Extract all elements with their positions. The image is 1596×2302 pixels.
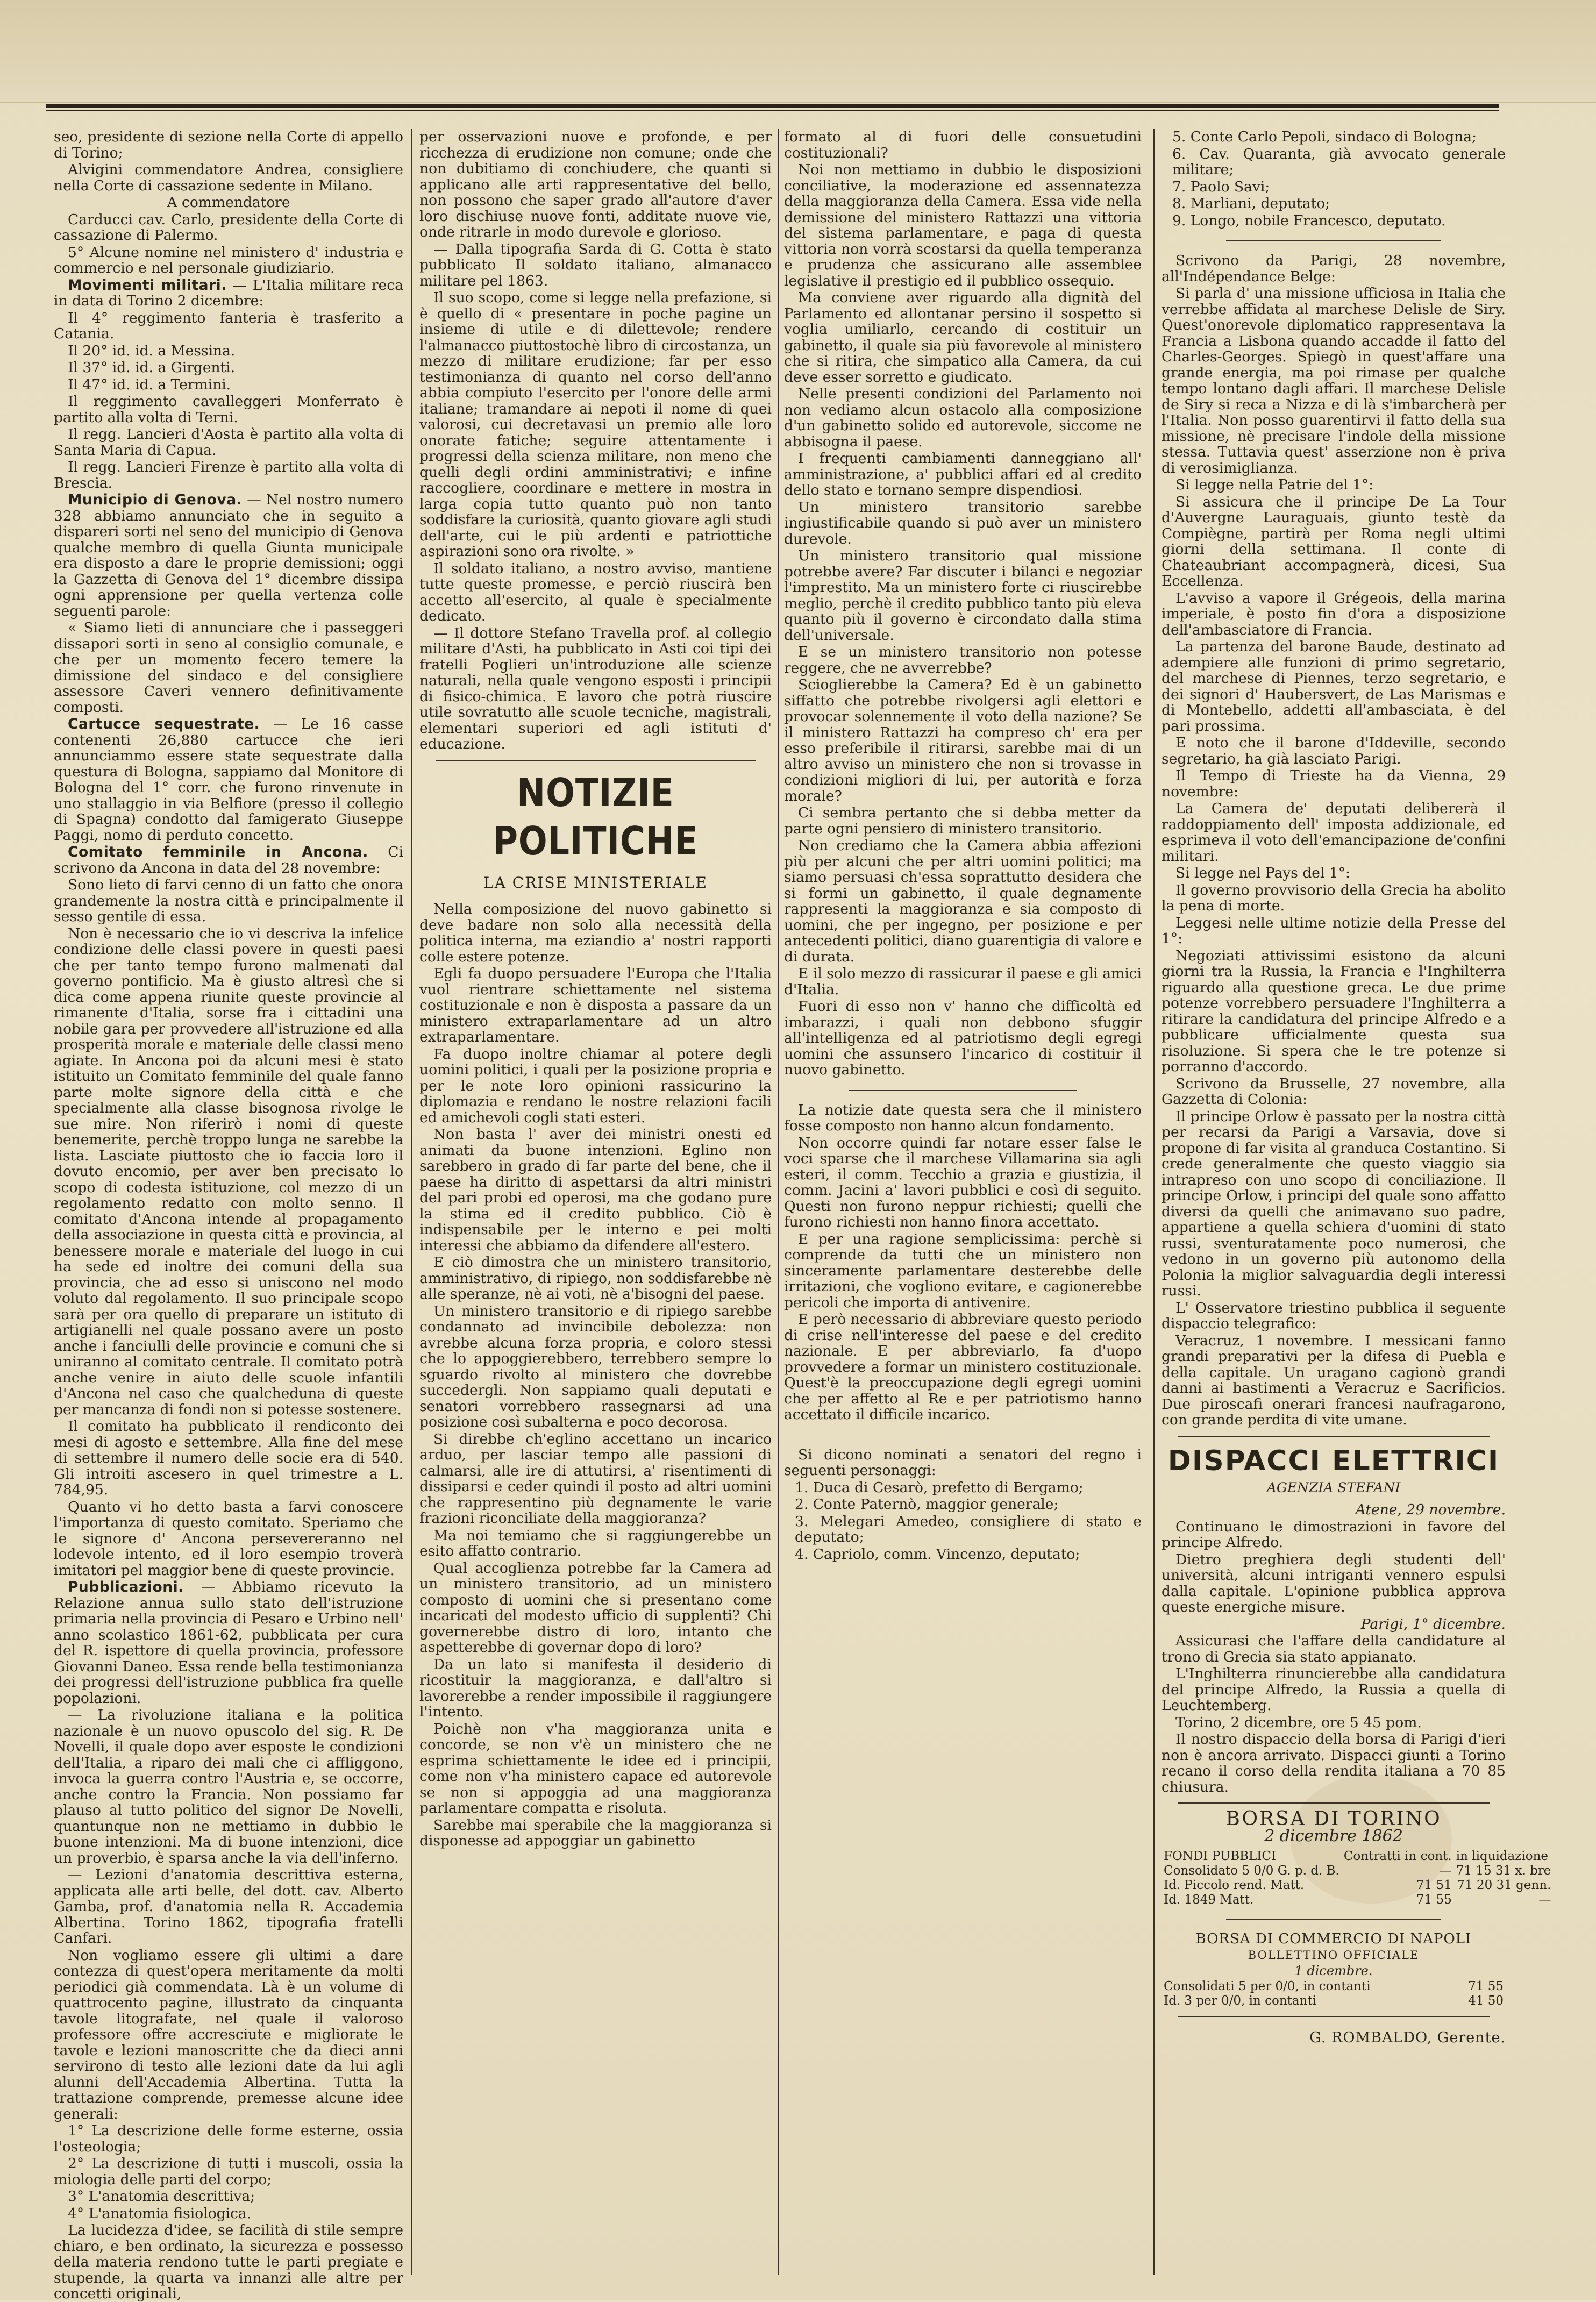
- list-item: 6. Cav. Quaranta, già avvocato generale militare;: [1172, 145, 1506, 178]
- column-2-notices: [419, 129, 772, 752]
- paragraph-text: Ci sembra pertanto che si debba metter da parte ogni pensiero di ministero transitorio.: [784, 804, 1142, 837]
- paragraph: [784, 548, 1142, 643]
- paragraph-text: Carducci cav. Carlo, presidente della Corte di cassazione di Palermo.: [54, 211, 403, 244]
- paragraph-text: Non crediamo che la Camera abbia affezioni più per alcuni che per altri uomini politici; ma siamo persuasi ch'essa soprattutto desidera che si formi un gabinetto, il quale degnamente rappresenti la maggioranza e sia composto di uomini, che per ingegno, per posizione e per antecedenti politici, diano guarentigia di valore e di durata.: [784, 837, 1142, 965]
- paragraph-text: Il 4° reggimento fanteria è trasferito a Catania.: [54, 309, 403, 342]
- paragraph: [54, 245, 403, 276]
- paragraph: [54, 1867, 403, 1947]
- paragraph-text: Non basta l' aver dei ministri onesti ed animati da buone intenzioni. Eglino non sarebbero in grado di far parte del bene, che il paese ha diritto di aspettarsi da altri ministri del pari probi ed operosi, ma che godano pure la stima ed il credito pubblico. Ciò è indispensabile per le interno e pei molti interessi che abbiamo da difendere all'estero.: [419, 1126, 772, 1254]
- senators-intro: Si dicono nominati a senatori del regno i seguenti personaggi:: [784, 1446, 1142, 1479]
- paragraph-text: La Camera de' deputati delibererà il raddoppiamento dell' imposta addizionale, ed esprimeva il voto dell'emancipazione de'confini militari.: [1162, 800, 1506, 865]
- napoli-title: BORSA DI COMMERCIO DI NAPOLI: [1195, 1931, 1472, 1947]
- paragraph-text: E se un ministero transitorio non potesse reggere, che ne avverrebbe?: [784, 644, 1142, 676]
- paragraph: [784, 1231, 1142, 1311]
- borsa-cell: 71 51: [1416, 1878, 1452, 1892]
- section-divider: [1178, 1436, 1490, 1437]
- paragraph: [54, 1499, 403, 1579]
- paragraph-text: Leggesi nelle ultime notizie della Presse del 1°:: [1162, 914, 1506, 947]
- paragraph: [54, 129, 403, 161]
- borsa-cell: 71 55: [1416, 1893, 1452, 1907]
- section-divider: [436, 760, 756, 761]
- paragraph: [1162, 286, 1506, 476]
- napoli-cell: 41 50: [1468, 1993, 1504, 2008]
- paragraph: [419, 625, 772, 752]
- paragraph-text: Il Tempo di Trieste ha da Vienna, 29 novembre:: [1162, 767, 1506, 800]
- paragraph-text: Il 37° id. id. a Girgenti.: [68, 359, 236, 376]
- paragraph-text: Negoziati attivissimi esistono da alcuni giorni tra la Russia, la Francia e l'Inghilterra riguardo alla questione greca. Le due prime potenze vorrebbero persuadere l'Inghilterra a ritirare la candidatura del principe Alfredo e a pubblicare ufficialmente questa sua risoluzione. Si spera che le tre potenze si porranno d'accordo.: [1162, 947, 1506, 1075]
- paragraph-text: 5° Alcune nomine nel ministero d' industria e commercio e nel personale giudiziario.: [54, 244, 403, 276]
- paragraph: [784, 1135, 1142, 1230]
- column-1-paragraphs: [54, 129, 403, 2302]
- paragraph: [1162, 768, 1506, 800]
- paragraph-text: Dietro preghiera degli studenti dell' università, alcuni intriganti vennero espulsi dalla capitale. L'opinione pubblica approva queste energiche misure.: [1162, 1551, 1506, 1615]
- paragraph-text: — Il dottore Stefano Travella prof. al collegio militare d'Asti, ha pubblicato in Asti coi tipi dei fratelli Poglieri un'introduzione alle scienze naturali, nella quale vengono esposti i principii di fisico-chimica. E lavoro che potrà riuscire utile sovratutto alle scuole tecniche, magistrali, elementari superiori ed agli istituti d' educazione.: [419, 624, 772, 752]
- paragraph-text: Alvigini commendatore Andrea, consigliere nella Corte di cassazione sedente in Milano.: [54, 161, 403, 194]
- paragraph-text: — L'Italia militare reca in data di Torino 2 dicembre:: [54, 276, 403, 309]
- borsa-cell: 71 20 31 genn.: [1457, 1878, 1551, 1892]
- gerente-signature: G. ROMBALDO, Gerente.: [1309, 2029, 1506, 2046]
- paragraph-text: E noto che il barone d'Iddeville, secondo segretario, ha già lasciato Parigi.: [1162, 735, 1506, 767]
- page-fold: [0, 0, 1596, 103]
- paragraph: [419, 1818, 772, 1849]
- paragraph-text: Scrivono da Brusselle, 27 novembre, alla Gazzetta di Colonia:: [1162, 1075, 1506, 1108]
- napoli-subtitle: BOLLETTINO OFFICIALE: [1248, 1948, 1420, 1962]
- paragraph: [419, 241, 772, 289]
- paragraph: [1162, 865, 1506, 881]
- header-rule: [46, 104, 1499, 108]
- paragraph-text: Si parla d' una missione ufficiosa in Italia che verrebbe affidata al marchese Delisle de Siry. Quest'onorevole diplomatico rappresentava la Francia a Lisbona quando accadde il fatto del Charles-Georges. Spiegò in quest'affare una grande energia, ma poi rimase per qualche tempo lontano dagli affari. Il marchese Delisle de Siry si reca a Nizza e di là s'imbarcherà per l'Italia. Non posso guarentirvi il fatto della sua missione, nè precisare l'indole della missione stessa. Tuttavia quest' asserzione non è priva di verosimiglianza.: [1162, 285, 1506, 476]
- napoli-cell: 71 55: [1468, 1979, 1504, 1993]
- paragraph: [54, 1948, 403, 2122]
- paragraph: [1162, 1333, 1506, 1428]
- paragraph-text: — Dalla tipografia Sarda di G. Cotta è stato pubblicato Il soldato italiano, almanacco militare pel 1863.: [419, 240, 772, 289]
- paragraph-text: E per una ragione semplicissima: perchè si comprende da tutti che un ministero non sinceramente parlamentare desterebbe delle irritazioni, che vogliono evitare, e cagionerebbe pericoli che importa di antivenire.: [784, 1230, 1142, 1311]
- paragraph: [1162, 477, 1506, 493]
- list-item: 3. Melegari Amedeo, consigliere di stato e deputato;: [795, 1513, 1142, 1545]
- borsa-cell: Id. Piccolo rend. Matt.: [1164, 1878, 1305, 1892]
- column-3: [784, 129, 1142, 2275]
- paragraph: [54, 2189, 403, 2205]
- paragraph: [54, 844, 403, 876]
- paragraph-text: — Abbiamo ricevuto la Relazione annua sullo stato dell'istruzione primaria nella provincia di Pesaro e Urbino nell' anno scolastico 1861-62, pubblicata per cura del R. ispettore di quella provincia, professore Giovanni Daneo. Essa rende bella testimonianza dei progressi dell'istruzione pubblica fra quelle popolazioni.: [54, 1579, 403, 1707]
- napoli-cell: Id. 3 per 0/0, in contanti: [1164, 1993, 1317, 2008]
- paragraph-text: Non è necessario che io vi descriva la infelice condizione delle classi povere in questi paesi che per tanto tempo furono malmenati dal governo pontificio. Ma è giusto altresì che si dica come appena riunite queste provincie al rimanente d'Italia, sorse fra i cittadini una nobile gara per provvedere all'istruzione ed alla prosperità morale e materiale delle classi meno agiate. In Ancona poi da alcuni mesi è stato istituito un Comitato femminile del quale fanno parte molte signore della città e che specialmente alla classe bisognosa rivolge le sue mire. Non riferirò i nomi di queste benemerite, perchè troppo lunga ne sarebbe la lista. Lasciate piuttosto che io faccia loro il dovuto encomio, per aver ben precisato lo scopo di codesta istituzione, col mezzo di un regolamento redatto con molto senno. Il comitato d'Ancona intende al propagamento della associazione in questa città e provincia, al benessere morale e materiale del luogo in cui ha sede ed inoltre dei comuni della sua provincia, che ad esso si uniscono nel modo voluto dal regolamento. Il suo principale scopo sarà per ora quello di preparare un istituto di artigianelli nel quale possano avere un posto anche i fanciulli delle provincie e comuni che si uniranno al comitato centrale. Il comitato potrà anche venire in aiuto delle scuole infantili d'Ancona nel caso che qualcheduna di queste per mancanza di fondi non si potesse sostenere.: [54, 925, 403, 1418]
- borsa-header-cell: in liquidazione: [1456, 1849, 1549, 1863]
- paragraph-text: E ciò dimostra che un ministero transitorio, amministrativo, di ripiego, non soddisfarebbe nè alle speranze, nè ai voti, nè a'bisogni del paese.: [419, 1254, 772, 1302]
- paragraph-text: Si direbbe ch'eglino accettano un incarico arduo, per lasciar tempo alle passioni di calmarsi, alle ire di attutirsi, a' risentimenti di dissiparsi e ceder quindi il posto ad altri uomini che rappresentino più degnamente le varie frazioni riconciliate della maggioranza?: [419, 1430, 772, 1527]
- paragraph: [54, 926, 403, 1418]
- paragraph: [419, 290, 772, 560]
- paragraph-text: La partenza del barone Baude, destinato ad adempiere alle funzioni di primo segretario, del marchese di Piennes, terzo segretario, e dei signori d' Haubersvert, de Las Marismas e di Montebello, addetti all'ambasciata, è del pari prossima.: [1162, 638, 1506, 735]
- paragraph: [54, 162, 403, 194]
- napoli-date: 1 dicembre.: [1294, 1963, 1373, 1978]
- paragraph: [1162, 915, 1506, 947]
- paragraph: [1162, 948, 1506, 1075]
- paragraph-text: Il nostro dispaccio della borsa di Parigi d'ieri non è ancora arrivato. Dispacci giunti a Torino recano il corso della rendita italiana a 70 85 chiusura.: [1162, 1731, 1506, 1795]
- paragraph-text: Un ministero transitorio qual missione potrebbe avere? Far discuter i bilanci e negoziar l'imprestito. Ma un ministero forte ci riuscirebbe meglio, perchè il credito pubblico tanto più eleva quanto più il governo è circondato dalla stima dell'universale.: [784, 547, 1142, 644]
- paragraph-text: Ci scrivono da Ancona in data del 28 novembre:: [54, 844, 403, 876]
- list-item: 7. Paolo Savi;: [1172, 178, 1270, 195]
- paragraph: [784, 386, 1142, 450]
- paragraph-text: Un ministero transitorio sarebbe ingiustificabile quando si può aver un ministero durevole.: [784, 498, 1142, 547]
- paragraph-text: Non vogliamo essere gli ultimi a dare contezza di quest'opera meritamente da molti periodici già commendata. Là è un volume di quattrocento pagine, illustrato da cinquanta tavole litografate, nel quale il valoroso professore offre accresciute e migliorate le tavole e lezioni manoscritte che da dieci anni servirono di testo alle lezioni date da lui agli alunni dell'Accademia Albertina. Tutta la trattazione comprende, premesse alcune idee generali:: [54, 1947, 403, 2122]
- paragraph: [54, 277, 403, 309]
- paragraph-text: Il reggimento cavalleggeri Monferrato è partito alla volta di Terni.: [54, 393, 403, 426]
- napoli-cell: Consolidati 5 per 0/0, in contanti: [1164, 1979, 1371, 1993]
- borsa-cell: Consolidato 5 0/0 G. p. d. B.: [1164, 1864, 1340, 1878]
- napoli-table: [1162, 1979, 1506, 2008]
- dispatches-agency: AGENZIA STEFANI: [1266, 1479, 1401, 1495]
- paragraph-text: 3° L'anatomia descrittiva;: [68, 2188, 255, 2205]
- paragraph-text: Un ministero transitorio e di ripiego sarebbe condannato ad invincibile debolezza: non avrebbe alcuna forza propria, e coloro stessi che lo appoggierebbero, terrebbero sempre lo sguardo rivolto al ministero che dovrebbe succedergli. Non sappiamo quali deputati e senatori vorrebbero rassegnarsi ad una posizione così subalterna e poco decorosa.: [419, 1302, 772, 1430]
- paragraph: [784, 129, 1142, 161]
- paragraph-heading: Comitato femminile in Ancona.: [68, 844, 368, 860]
- paragraph: [1162, 494, 1506, 589]
- paragraph: [784, 1312, 1142, 1423]
- paragraph-text: La notizie date questa sera che il ministero fosse composto non hanno alcun fondamento.: [784, 1101, 1142, 1134]
- paragraph-text: — La rivoluzione italiana e la politica nazionale è un nuovo opuscolo del sig. R. De Novelli, il quale dopo aver esposte le condizioni dell'Italia, a riparo dei mali che ci affliggono, invoca la guerra contro l'Austria e, se occorre, anche contro la Francia. Non possiamo far plauso al tutto politico del signor De Novelli, quantunque non ne mettiamo in dubbio le buone intenzioni. Ma di buone intenzioni, dice un proverbio, è sparsa anche la via dell'inferno.: [54, 1707, 403, 1866]
- borsa-cell: —: [1538, 1893, 1551, 1907]
- borsa-table: [1162, 1849, 1553, 1907]
- borsa-date: 2 dicembre 1862: [1264, 1826, 1403, 1845]
- paragraph-text: per osservazioni nuove e profonde, e per ricchezza di erudizione non comune; onde che non dubitiamo di conchiudere, che quanti si applicano alle arti rappresentative del bello, non possono che saper grado all'autore d'aver loro dischiuse nuove fonti, additate nuove vie, onde ritrarle in modo durevole e glorioso.: [419, 129, 772, 240]
- paragraph: [54, 492, 403, 619]
- paragraph-text: Si assicura che il principe De La Tour d'Auvergne Lauraguais, giunto testè da Compiègne, partirà per Roma negli ultimi giorni della settimana. Il conte di Chateaubriant accompagnerà, dicesi, Sua Eccellenza.: [1162, 493, 1506, 589]
- borsa-header-cell: FONDI PUBBLICI: [1164, 1849, 1277, 1863]
- borsa-header-row: [1162, 1849, 1553, 1864]
- paragraph-text: Nella composizione del nuovo gabinetto si deve badare non solo alla necessità della politica interna, ma eziandio a' nostri rapporti colle estere potenze.: [419, 901, 772, 965]
- paragraph: [54, 459, 403, 491]
- paragraph-heading: Cartucce sequestrate.: [68, 716, 260, 732]
- paragraph-text: Fa duopo inoltre chiamar al potere degli uomini politici, i quali per la posizione propria e per le note loro opinioni rassicurino la diplomazia e rendano le nostre relazioni facili ed amichevoli cogli stati esteri.: [419, 1045, 772, 1126]
- paragraph-text: Il 20° id. id. a Messina.: [68, 342, 236, 359]
- paragraph: [1162, 1715, 1506, 1731]
- paragraph: [1162, 1300, 1506, 1332]
- paragraph: [1162, 1552, 1506, 1615]
- paragraph-text: — Lezioni d'anatomia descrittiva esterna, applicata alle arti belle, del dott. cav. Alberto Gamba, prof. d'anatomia nella R. Accademia Albertina. Torino 1862, tipografia fratelli Canfari.: [54, 1866, 403, 1947]
- paragraph-text: Scrivono da Parigi, 28 novembre, all'Indépendance Belge:: [1162, 252, 1506, 285]
- paragraph: [54, 360, 403, 376]
- paragraph-text: Si legge nella Patrie del 1°:: [1175, 476, 1374, 493]
- foreign-news: [1162, 253, 1506, 1428]
- paragraph: [54, 877, 403, 925]
- borsa-header-cell: Contratti in cont.: [1343, 1849, 1452, 1863]
- column-rule: [778, 129, 779, 2275]
- list-item: 2. Conte Paternò, maggior generale;: [795, 1496, 1059, 1513]
- paragraph-text: Il comitato ha pubblicato il rendiconto dei mesi di agosto e settembre. Alla fine del mese di settembre il numero delle socie era di 540. Gli introiti ascesero in quel trimestre a L. 784,95.: [54, 1418, 403, 1498]
- paragraph-text: L' Osservatore triestino pubblica il seguente dispaccio telegrafico:: [1162, 1299, 1506, 1332]
- paragraph: [784, 838, 1142, 965]
- paragraph: [54, 1419, 403, 1498]
- paragraph: [1162, 1633, 1506, 1665]
- borsa-row: [1162, 1893, 1553, 1907]
- paragraph-text: Il principe Orlow è passato per la nostra città per recarsi da Parigi a Varsavia, dove si propone di far visita al granduca Costantino. Si crede generalmente che questo viaggio sia intrapreso con uno scopo di conciliazione. Il principe Orlow, i principi del quale sono affatto diversi da quelli che animavano suo padre, appartiene a quella schiera d'uomini di stato russi, sventuratamente poco numerosi, che vedono in un governo più autonomo della Polonia la miglior salvaguardia degli interessi russi.: [1162, 1108, 1506, 1299]
- borsa-cell: —: [1439, 1864, 1452, 1878]
- paragraph-text: Il suo scopo, come si legge nella prefazione, si è quello di « presentare in poche pagine un insieme di utile e di dilettevole; rendere l'almanacco piuttostochè libro di circostanza, un mezzo di militare erudizione; far per esso testimonianza di quanto nel corso dell'anno abbia compiuto l'esercito per l'onore delle armi italiane; tramandare ai nepoti il nome di quei valorosi, cui decretavasi un premio alle loro onorate fatiche; seguire attentamente i progressi della scienza militare, non meno che quelli degli ordini amministrativi; e infine raccogliere, coordinare e mettere in mostra in larga copia tutto quanto può non tanto soddisfare la curiosità, quanto giovare agli studi dell'arte, cui le più ardenti e patriottiche aspirazioni sono ora rivolte. »: [419, 289, 772, 560]
- column-rule: [411, 129, 412, 2275]
- paragraph-text: formato al di fuori delle consuetudini costituzionali?: [784, 129, 1142, 161]
- paragraph: [784, 644, 1142, 676]
- paragraph-text: Noi non mettiamo in dubbio le disposizioni conciliative, la moderazione ed assennatezza della maggioranza della Camera. Essa vide nella demissione del ministero Rattazzi una vittoria del sistema parlamentare, e paga di questa vittoria non vorrà scostarsi da quella temperanza e prudenza che assicurano alle assemblee legislative il prestigio ed il pubblico ossequio.: [784, 161, 1142, 289]
- article-title: LA CRISE MINISTERIALE: [483, 873, 708, 892]
- column-1: [54, 129, 403, 2302]
- paragraph-text: Atene, 29 novembre.: [1355, 1501, 1506, 1518]
- paragraph-text: La lucidezza d'idee, se facilità di stile sempre chiaro, e ben ordinato, la sicurezza e possesso della materia rendono tutte le parti pregiate e stupende, la quarta va innanzi alle altre per concetti originali,: [54, 2222, 403, 2302]
- paragraph-text: Torino, 2 dicembre, ore 5 45 pom.: [1175, 1714, 1422, 1731]
- senators-list: [784, 1480, 1142, 1563]
- paragraph: [54, 310, 403, 342]
- paragraph: [419, 129, 772, 240]
- paragraph-text: Il soldato italiano, a nostro avviso, mantiene tutte queste promesse, e perciò riuscirà ben accetto all'esercito, al quale è specialmente dedicato.: [419, 560, 772, 624]
- paragraph: [1162, 1666, 1506, 1714]
- paragraph-text: Poichè non v'ha maggioranza unita e concorde, se non v'è un ministero che ne esprima schiettamente le idee ed i principii, come non v'ha ministero capace ed autorevole se non si appoggia ad una maggioranza parlamentare compatta e risoluta.: [419, 1720, 772, 1816]
- paragraph: [1162, 639, 1506, 734]
- paragraph: [784, 999, 1142, 1078]
- paragraph: [784, 966, 1142, 997]
- paragraph: [784, 500, 1142, 547]
- paragraph: [419, 1127, 772, 1253]
- paragraph-text: E però necessario di abbreviare questo periodo di crise nell'interesse del paese e del credito nazionale. E per abbreviarlo, fa d'uopo provvedere a formar un ministero costituzionale. Quest'è la preoccupazione degli egregi uomini che per affetto al Re e per patriotismo hanno accettato il difficile incarico.: [784, 1311, 1142, 1423]
- paragraph: [54, 426, 403, 458]
- paragraph: [784, 290, 1142, 385]
- paragraph-text: — Nel nostro numero 328 abbiamo annunciato che in seguito a dispareri sorti nel seno del municipio di Genova qualche membro di quella Giunta municipale era disposto a dare le proprie demissioni; oggi la Gazzetta di Genova del 1° dicembre dissipa ogni apprensione per quella vertenza colle seguenti parole:: [54, 491, 403, 619]
- paragraph-text: Sarebbe mai sperabile che la maggioranza si disponesse ad appoggiar un gabinetto: [419, 1816, 772, 1849]
- napoli-row: [1162, 1994, 1506, 2008]
- paragraph-heading: Municipio di Genova.: [68, 491, 243, 508]
- list-item: 8. Marliani, deputato;: [1172, 195, 1330, 212]
- paragraph: [54, 2206, 403, 2222]
- list-item: 1. Duca di Cesarò, prefetto di Bergamo;: [795, 1479, 1084, 1496]
- paragraph-text: 2° La descrizione di tutti i muscoli, ossia la miologia delle parti del corpo;: [54, 2155, 403, 2188]
- paragraph: [1162, 1109, 1506, 1299]
- column-rule: [1153, 129, 1155, 2275]
- paragraph: [784, 1102, 1142, 1134]
- paragraph-text: L'avviso a vapore il Grégeois, della marina imperiale, è posto fin d'ora a disposizione dell'ambasciatore di Francia.: [1162, 589, 1506, 638]
- paragraph-text: Il regg. Lancieri Firenze è partito alla volta di Brescia.: [54, 459, 403, 491]
- paragraph-text: Si legge nel Pays del 1°:: [1175, 865, 1350, 881]
- paragraph-text: Non occorre quindi far notare esser false le voci sparse che il marchese Villamarina sia agli esteri, il comm. Tecchio a grazia e giustizia, il comm. Jacini a' lavori pubblici e così di seguito. Questi non furono neppur richiesti; quelli che furono richiesti non hanno finora accettato.: [784, 1134, 1142, 1230]
- paragraph: [1162, 1502, 1506, 1518]
- paragraph-heading: Pubblicazioni.: [68, 1579, 184, 1595]
- paragraph: [54, 1579, 403, 1706]
- paragraph-text: — Le 16 casse contenenti 26,880 cartucce che ieri annunciammo essere state sequestrate dalla questura di Bologna, sappiamo dal Monitore di Bologna del 1° corr. che furono rinvenute in uno stallaggio in via Belfiore (presso il collegio di Spagna) condotto dal famigerato Giuseppe Paggi, nomo di perduto concetto.: [54, 716, 403, 844]
- borsa-cell: Id. 1849 Matt.: [1164, 1893, 1254, 1907]
- paragraph-text: Da un lato si manifesta il desiderio di ricostituir la maggioranza, e dall'altro si lavorerebbe a render impossibile il raggiungere l'intento.: [419, 1656, 772, 1720]
- paragraph-text: Quanto vi ho detto basta a farvi conoscere l'importanza di questo comitato. Speriamo che le signore d' Ancona persevereranno nel lodevole intento, ed il loro esempio troverà imitatori pel maggior bene di queste provincie.: [54, 1498, 403, 1579]
- paragraph-text: Il governo provvisorio della Grecia ha abolito la pena di morte.: [1162, 881, 1506, 914]
- borsa-cell: 71 15 31 x. bre: [1456, 1864, 1551, 1878]
- paragraph-text: seo, presidente di sezione nella Corte di appello di Torino;: [54, 129, 403, 161]
- column-2: [419, 129, 772, 2275]
- header-rule-thin: [46, 110, 1499, 111]
- paragraph: [419, 1657, 772, 1720]
- paragraph: [1162, 735, 1506, 767]
- paragraph: [54, 2123, 403, 2155]
- paragraph: [784, 162, 1142, 289]
- paragraph: [54, 2156, 403, 2187]
- article-continuation: [784, 129, 1142, 1078]
- paragraph: [1162, 801, 1506, 864]
- paragraph-text: Continuano le dimostrazioni in favore del principe Alfredo.: [1162, 1518, 1506, 1551]
- paragraph: [419, 1560, 772, 1656]
- paragraph: [419, 561, 772, 624]
- paragraph-text: Il 47° id. id. a Termini.: [68, 376, 231, 393]
- napoli-row: [1162, 1979, 1506, 1994]
- paragraph: [419, 966, 772, 1045]
- paragraph: [54, 212, 403, 244]
- paragraph-text: Ma noi temiamo che si raggiungerebbe un esito affatto contrario.: [419, 1527, 772, 1559]
- paragraph-text: « Siamo lieti di annunciare che i passeggeri dissapori sorti in seno al consiglio comunale, e che per un momento fecero temere la dimissione del sindaco e del consigliere assessore Caveri vennero definitivamente composti.: [54, 619, 403, 716]
- paragraph-text: Sono lieto di farvi cenno di un fatto che onora grandemente la nostra città e principalmente il sesso gentile di essa.: [54, 876, 403, 925]
- paragraph: [784, 677, 1142, 804]
- paragraph-text: E il solo mezzo di rassicurar il paese e gli amici d'Italia.: [784, 965, 1142, 998]
- paragraph: [1162, 1616, 1506, 1633]
- borsa-row: [1162, 1864, 1553, 1878]
- paragraph-text: Parigi, 1° dicembre.: [1360, 1615, 1506, 1633]
- list-item: 9. Longo, nobile Francesco, deputato.: [1172, 212, 1446, 229]
- paragraph-text: Il regg. Lancieri d'Aosta è partito alla volta di Santa Maria di Capua.: [54, 426, 403, 459]
- section-divider: [1226, 1919, 1441, 1920]
- paragraph: [54, 716, 403, 843]
- paragraph-text: A commendatore: [167, 194, 290, 211]
- section-divider: [1178, 2016, 1490, 2017]
- section-title: NOTIZIE POLITICHE: [493, 769, 699, 864]
- paragraph: [419, 1303, 772, 1430]
- paragraph: [419, 1046, 772, 1126]
- borsa-row: [1162, 1878, 1553, 1893]
- section-divider: [1178, 1802, 1490, 1804]
- paragraph: [419, 1528, 772, 1559]
- paragraph: [1162, 1076, 1506, 1108]
- paragraph: [1162, 590, 1506, 638]
- paragraph-text: Ma conviene aver riguardo alla dignità del Parlamento ed allontanar persino il sospetto si voglia umiliarlo, cercando di costituir un gabinetto, il quale sia più favorevole al ministero che si ritira, che simpatico alla Camera, da cui deve esser sorretto e giudicato.: [784, 289, 1142, 386]
- senators-list-continued: [1162, 129, 1506, 229]
- paragraph: [54, 195, 403, 211]
- section-divider: [1226, 240, 1441, 241]
- paragraph-text: 4° L'anatomia fisiologica.: [68, 2205, 252, 2222]
- paragraph: [54, 620, 403, 715]
- paragraph: [54, 343, 403, 359]
- paragraph-text: I frequenti cambiamenti danneggiano all' amministrazione, a' pubblici affari ed al credito dello stato e tornano sempre dispendiosi.: [784, 450, 1142, 498]
- paragraph-text: 1° La descrizione delle forme esterne, ossia l'osteologia;: [54, 2122, 403, 2155]
- paragraph: [419, 901, 772, 965]
- paragraph: [54, 377, 403, 393]
- section-divider: [849, 1090, 1077, 1091]
- paragraph: [419, 1721, 772, 1816]
- dispatches-body: [1162, 1502, 1506, 1795]
- paragraph: [54, 394, 403, 425]
- paragraph: [1162, 1519, 1506, 1551]
- paragraph: [419, 1255, 772, 1302]
- paragraph-text: Veracruz, 1 novembre. I messicani fanno grandi preparativi per la difesa di Puebla e della capitale. Un uragano cagionò grandi danni ai bastimenti a Veracruz e Sacrificios. Due piroscafi onerari francesi naufragarono, con grande perdita di vite umane.: [1162, 1332, 1506, 1428]
- paragraph-heading: Movimenti militari.: [68, 276, 227, 294]
- list-item: 5. Conte Carlo Pepoli, sindaco di Bologna;: [1172, 129, 1477, 145]
- list-item: 4. Capriolo, comm. Vincenzo, deputato;: [795, 1545, 1080, 1563]
- paragraph: [1162, 882, 1506, 914]
- paragraph: [784, 451, 1142, 498]
- paragraph: [54, 1707, 403, 1866]
- paragraph-text: Fuori di esso non v' hanno che difficoltà ed imbarazzi, i quali non debbono sfuggir all'intelligenza ed al patriotismo degli egregi uomini che assunsero l'incarico di costituir il nuovo gabinetto.: [784, 998, 1142, 1078]
- paragraph-text: Scioglierebbe la Camera? Ed è un gabinetto siffatto che potrebbe rivolgersi agli elettori e provocar solennemente il voto della nazione? Se il ministero Rattazzi ha compreso ch' era per esso preferibile il ritirarsi, sarebbe mai di un altro avviso un ministero che non si trovasse in condizioni migliori di lui, per autorità e forza morale?: [784, 676, 1142, 804]
- paragraph: [54, 2222, 403, 2302]
- ministry-news: [784, 1102, 1142, 1423]
- paragraph: [1162, 1731, 1506, 1795]
- paragraph-text: Qual accoglienza potrebbe far la Camera ad un ministero transitorio, ad un ministero composto di uomini che si presentano come incaricati del modesto ufficio di supplenti? Chi governerebbe distro di loro, intanto che aspetterebbe di governar dopo di loro?: [419, 1559, 772, 1656]
- paragraph: [419, 1431, 772, 1527]
- article-body: [419, 901, 772, 1849]
- dispatches-title: DISPACCI ELETTRICI: [1167, 1444, 1500, 1477]
- paragraph-text: Assicurasi che l'affare della candidature al trono di Grecia sia stato appianato.: [1162, 1633, 1506, 1665]
- paragraph: [1162, 253, 1506, 284]
- column-4: [1162, 129, 1551, 2275]
- paragraph-text: Nelle presenti condizioni del Parlamento noi non vediamo alcun ostacolo alla composizione d'un gabinetto solido ed autorevole, siccome ne abbisogna il paese.: [784, 386, 1142, 450]
- paragraph: [784, 805, 1142, 837]
- borsa-title: BORSA DI TORINO: [1226, 1808, 1442, 1830]
- paragraph-text: L'Inghilterra rinuncierebbe alla candidatura del principe Alfredo, la Russia a quella di Leuchtemberg.: [1162, 1665, 1506, 1714]
- paragraph-text: Egli fa duopo persuadere l'Europa che l'Italia vuol rientrare schiettamente nel sistema costituzionale e non è disposta a passare da un ministero extraparlamentare ad un altro extraparlamentare.: [419, 965, 772, 1045]
